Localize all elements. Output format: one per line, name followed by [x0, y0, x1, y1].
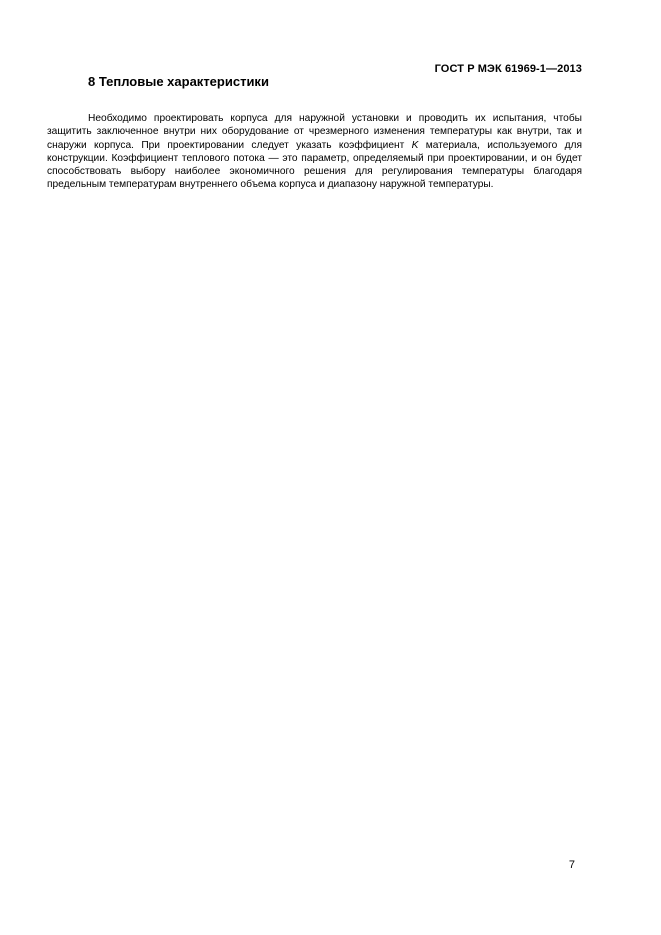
- paragraph-text-end: материала, используемого для конструкции. Коэффициент теплового потока — это параметр, определяемый при проектировании, и он будет способствовать выбору наиболее экономичного решения для регулирования температуры благодаря предельным температурам внутреннего объема корпуса и диапазону наружной температуры.: [47, 139, 582, 191]
- coefficient-k: K: [411, 139, 419, 151]
- page-number: 7: [568, 859, 575, 871]
- body-paragraph: [47, 112, 582, 192]
- section-heading: 8 Тепловые характеристики: [88, 74, 269, 89]
- paragraph-text-start: Необходимо проектировать корпуса для наружной установки и проводить их испытания, чтобы защитить заключенное внутри них оборудование от чрезмерного изменения температуры как внутри, так и снаружи корпуса. При проектировании следует указать коэффициент: [47, 113, 582, 151]
- document-code-header: ГОСТ Р МЭК 61969-1—2013: [434, 63, 582, 75]
